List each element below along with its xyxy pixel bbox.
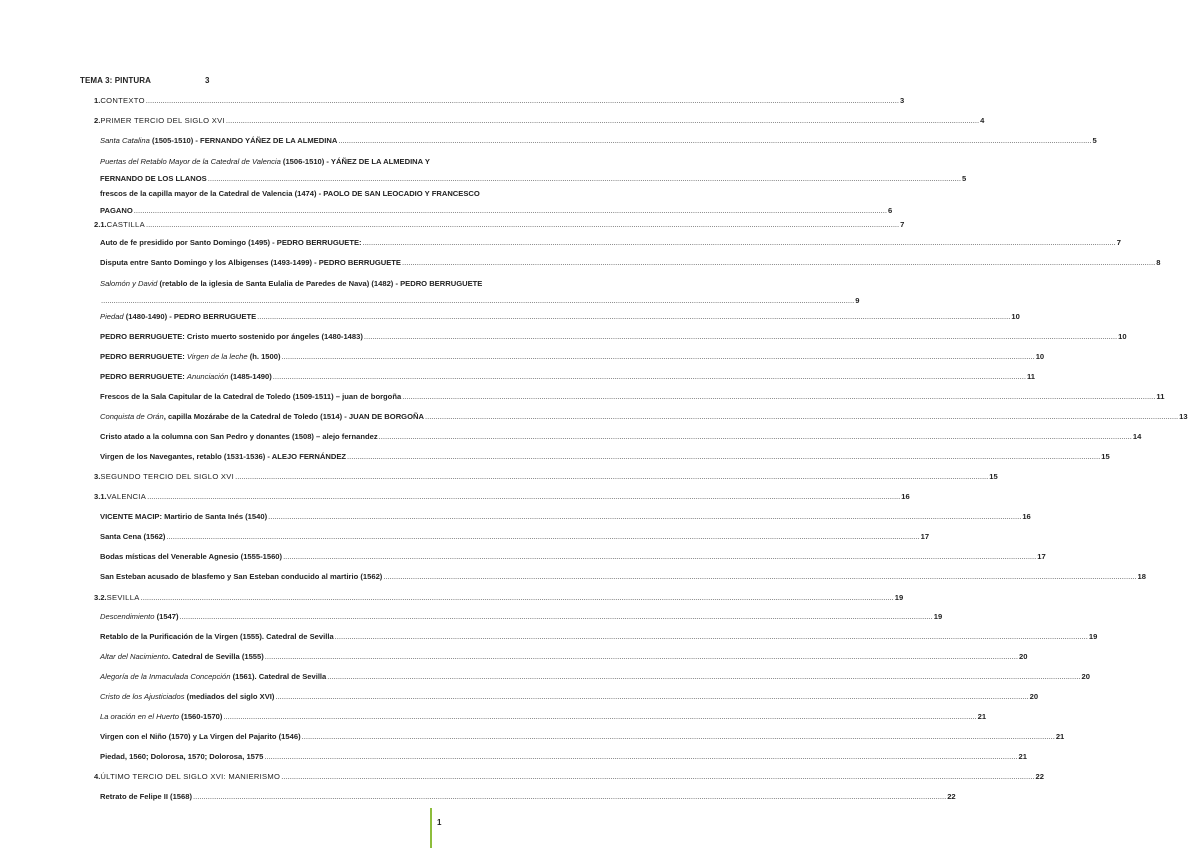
toc-label [100, 472, 234, 482]
toc-entry-text: Cristo atado a la columna con San Pedro y donantes (1508) – alejo fernandez [100, 432, 378, 441]
page-number: 22 [947, 792, 956, 801]
toc-label [100, 412, 424, 422]
page-number: 19 [1088, 632, 1098, 641]
page-number: 20 [1018, 652, 1028, 661]
toc-line[interactable] [94, 220, 905, 230]
toc-line[interactable] [100, 189, 520, 199]
toc-label [100, 279, 482, 289]
dot-leader [180, 612, 933, 622]
toc-line[interactable] [100, 692, 1039, 702]
toc-line[interactable] [100, 136, 1097, 146]
toc-entry-text: Virgen de la leche [186, 352, 248, 361]
page-number: 8 [1156, 258, 1161, 267]
toc-entry-text: CASTILLA [106, 220, 145, 229]
toc-entry-text: (1547) [154, 612, 179, 621]
dot-leader [402, 392, 1155, 402]
page-number: 13 [1179, 412, 1188, 421]
toc-label [100, 772, 280, 782]
dot-leader [147, 492, 900, 502]
dot-leader [223, 712, 976, 722]
page-number: 20 [1081, 672, 1090, 681]
page-number: 7 [1116, 238, 1122, 247]
toc-label [100, 612, 179, 622]
dot-leader [281, 772, 1034, 782]
toc-entry-text: Conquista de Orán [100, 412, 164, 421]
dot-leader [235, 472, 988, 482]
toc-entry-text: VALENCIA [106, 492, 147, 501]
toc-entry-text: Alegoría de la Inmaculada Concepción [100, 672, 231, 681]
toc-line[interactable] [100, 652, 1028, 662]
document-title: TEMA 3: PINTURA [80, 76, 151, 85]
toc-label [100, 432, 378, 442]
toc-label [100, 312, 256, 322]
toc-line[interactable] [94, 492, 910, 502]
page-number: 5 [961, 174, 967, 183]
toc-entry-text: (mediados del siglo XVI) [184, 692, 275, 701]
header-page-ref: 3 [205, 76, 210, 85]
toc-entry-text: Frescos de la Sala Capitular de la Catedral de Toledo (1509-1511) – juan de borgoña [100, 392, 402, 401]
toc-line[interactable] [100, 157, 520, 167]
toc-entry-text: Santa Catalina [100, 136, 150, 145]
toc-entry-text: CONTEXTO [100, 96, 145, 105]
toc-label [100, 692, 274, 702]
toc-label [100, 96, 144, 106]
toc-line[interactable] [100, 632, 1098, 642]
toc-entry-text: Virgen con el Niño (1570) y La Virgen del Pajarito (1546) [100, 732, 301, 741]
toc-entry-text: (1506-1510) - YÁÑEZ DE LA ALMEDINA Y [280, 157, 430, 166]
toc-entry-text: Descendimiento [100, 612, 155, 621]
toc-label [100, 672, 326, 682]
toc-line[interactable] [100, 312, 1020, 322]
toc-entry-text: SEGUNDO TERCIO DEL SIGLO XVI [100, 472, 235, 481]
dot-leader [383, 572, 1136, 582]
dot-leader [273, 372, 1026, 382]
toc-line[interactable] [100, 372, 1036, 382]
toc-entry-text: ÚLTIMO TERCIO DEL SIGLO XVI: MANIERISMO [100, 772, 281, 781]
toc-entry-text: SEVILLA [106, 593, 140, 602]
page-number: 21 [1055, 732, 1065, 741]
footer-page-number: 1 [437, 818, 442, 827]
toc-line[interactable] [100, 174, 967, 184]
toc-line[interactable] [94, 96, 905, 106]
page-number: 18 [1137, 572, 1146, 581]
toc-entry-text: Virgen de los Navegantes, retablo (1531-1536) - ALEJO FERNÁNDEZ [100, 452, 347, 461]
section-number: 2. [94, 116, 101, 125]
toc-entry-text: Altar del Nacimiento [100, 652, 168, 661]
dot-leader [347, 452, 1100, 462]
toc-label [100, 752, 263, 762]
toc-line[interactable] [100, 792, 956, 802]
toc-entry-text: . Catedral de Sevilla (1555) [167, 652, 264, 661]
toc-line[interactable] [100, 672, 1090, 682]
toc-label [100, 116, 225, 126]
dot-leader [166, 532, 919, 542]
dot-leader [264, 752, 1017, 762]
toc-label [107, 593, 140, 603]
toc-entry-text: PAGANO [100, 206, 133, 215]
toc-entry-text: (1505-1510) - FERNANDO YÁÑEZ DE LA ALMEDINA [149, 136, 338, 145]
toc-line[interactable] [100, 332, 1127, 342]
toc-label [100, 206, 133, 216]
toc-entry-text: (1561). Catedral de Sevilla [230, 672, 327, 681]
dot-leader [275, 692, 1028, 702]
page-number: 10 [1035, 352, 1045, 361]
toc-line[interactable] [100, 752, 1027, 762]
toc-entry-text: (retablo de la iglesia de Santa Eulalia de Paredes de Nava) (1482) - PEDRO BERRUGUETE [157, 279, 483, 288]
page-number: 11 [1026, 372, 1036, 381]
page-number: 19 [894, 593, 904, 602]
dot-leader [282, 352, 1035, 362]
toc-line[interactable] [100, 532, 930, 542]
toc-entry-text: (1485-1490) [228, 372, 272, 381]
toc-label [100, 532, 165, 542]
toc-entry-text: (h. 1500) [247, 352, 281, 361]
dot-leader [257, 312, 1010, 322]
page-number: 21 [1018, 752, 1027, 761]
toc-entry-text: Piedad, 1560; Dolorosa, 1570; Dolorosa, 1575 [100, 752, 264, 761]
toc-line[interactable] [100, 206, 893, 216]
footer-accent-bar [430, 808, 432, 848]
toc-entry-text: FERNANDO DE LOS LLANOS [100, 174, 207, 183]
toc-entry-text: Disputa entre Santo Domingo y los Albigenses (1493-1499) - PEDRO BERRUGUETE [100, 258, 401, 267]
toc-label [100, 792, 192, 802]
dot-leader [268, 512, 1021, 522]
toc-line[interactable] [100, 732, 1065, 742]
dot-leader [302, 732, 1055, 742]
toc-line[interactable] [100, 238, 1122, 248]
toc-line[interactable] [94, 772, 1044, 782]
page-number: 22 [1035, 772, 1044, 781]
toc-label [100, 512, 267, 522]
toc-entry-text: Salomón y David [100, 279, 158, 288]
toc-label [100, 392, 401, 402]
section-number: 3.1. [94, 492, 107, 501]
toc-line[interactable] [100, 512, 1031, 522]
dot-leader [283, 552, 1036, 562]
toc-label [100, 238, 362, 248]
page-number: 3 [900, 96, 905, 105]
page-number: 20 [1029, 692, 1039, 701]
toc-entry-text: Cristo de los Ajusticiados [100, 692, 185, 701]
page-number: 11 [1156, 392, 1165, 401]
dot-leader [425, 412, 1178, 422]
dot-leader [101, 296, 854, 306]
toc-line[interactable] [100, 712, 987, 722]
toc-entry-text: PEDRO BERRUGUETE: [100, 352, 187, 361]
dot-leader [226, 116, 979, 126]
toc-entry-text: Bodas místicas del Venerable Agnesio (1555-1560) [100, 552, 283, 561]
toc-line[interactable] [100, 452, 1110, 462]
dot-leader [335, 632, 1088, 642]
toc-line[interactable] [94, 593, 904, 603]
toc-entry-text: , capilla Mozárabe de la Catedral de Toledo (1514) - JUAN DE BORGOÑA [163, 412, 424, 421]
toc-line[interactable] [94, 116, 985, 126]
section-number: 2.1. [94, 220, 107, 229]
toc-entry-text: Santa Cena (1562) [100, 532, 166, 541]
dot-leader [193, 792, 946, 802]
toc-label [100, 652, 264, 662]
toc-entry-text: La oración en el Huerto [100, 712, 179, 721]
page-number: 17 [920, 532, 930, 541]
section-number: 3. [94, 472, 101, 481]
toc-line[interactable] [100, 296, 860, 306]
toc-line[interactable] [100, 258, 1161, 268]
toc-line[interactable] [100, 352, 1045, 362]
toc-label [100, 352, 281, 362]
dot-leader [146, 220, 899, 230]
page-number: 4 [980, 116, 985, 125]
toc-label [100, 136, 337, 146]
toc-entry-text: San Esteban acusado de blasfemo y San Esteban conducido al martirio (1562) [100, 572, 383, 581]
page-number: 15 [1101, 452, 1110, 461]
page-number: 16 [901, 492, 910, 501]
dot-leader [364, 332, 1117, 342]
toc-entry-text: frescos de la capilla mayor de la Catedral de Valencia (1474) - PAOLO DE SAN LEOCADIO Y FRANCESCO [100, 189, 480, 198]
dot-leader [402, 258, 1155, 268]
toc-entry-text: (1480-1490) - PEDRO BERRUGUETE [123, 312, 257, 321]
toc-line[interactable] [100, 612, 943, 622]
toc-entry-text: Piedad [100, 312, 124, 321]
toc-label [100, 157, 430, 167]
toc-line[interactable] [100, 412, 1188, 422]
dot-leader [338, 136, 1091, 146]
page-number: 10 [1118, 332, 1127, 341]
dot-leader [146, 96, 899, 106]
toc-label [100, 712, 222, 722]
page-number: 16 [1022, 512, 1031, 521]
page-number: 10 [1011, 312, 1020, 321]
page-number: 5 [1092, 136, 1097, 145]
toc-entry-text: Retrato de Felipe II (1568) [100, 792, 192, 801]
page-number: 14 [1132, 432, 1142, 441]
toc-entry-text: Anunciación [186, 372, 229, 381]
toc-entry-text: VICENTE MACIP: Martirio de Santa Inés (1540) [100, 512, 268, 521]
page-number: 7 [900, 220, 905, 229]
toc-entry-text: Auto de fe presidido por Santo Domingo (1495) - PEDRO BERRUGUETE: [100, 238, 362, 247]
dot-leader [379, 432, 1132, 442]
dot-leader [208, 174, 961, 184]
toc-label [100, 732, 301, 742]
section-number: 4. [94, 772, 101, 781]
dot-leader [327, 672, 1080, 682]
toc-entry-text: PRIMER TERCIO DEL SIGLO XVI [100, 116, 225, 125]
toc-label [100, 174, 207, 184]
toc-label [100, 258, 401, 268]
toc-label [107, 220, 145, 230]
toc-label [100, 372, 272, 382]
toc-label [100, 552, 282, 562]
section-number: 3.2. [94, 593, 107, 602]
toc-label [107, 492, 146, 502]
toc-label [100, 572, 382, 582]
page-number: 9 [855, 296, 860, 305]
toc-entry-text: Retablo de la Purificación de la Virgen (1555). Catedral de Sevilla [100, 632, 334, 641]
page-number: 21 [977, 712, 987, 721]
toc-entry-text: Puertas del Retablo Mayor de la Catedral de Valencia [100, 157, 281, 166]
page-header [80, 76, 210, 85]
toc-line[interactable] [100, 432, 1142, 442]
toc-line[interactable] [100, 572, 1146, 582]
toc-line[interactable] [100, 279, 520, 289]
toc-line[interactable] [100, 552, 1046, 562]
dot-leader [134, 206, 887, 216]
toc-label [100, 332, 363, 342]
toc-label [100, 452, 346, 462]
page-number: 6 [887, 206, 893, 215]
toc-entry-text: PEDRO BERRUGUETE: Cristo muerto sostenido por ángeles (1480-1483) [100, 332, 363, 341]
page-number: 19 [933, 612, 943, 621]
toc-entry-text: (1560-1570) [178, 712, 223, 721]
toc-entry-text: PEDRO BERRUGUETE: [100, 372, 187, 381]
section-number: 1. [94, 96, 101, 105]
toc-line[interactable] [94, 472, 998, 482]
dot-leader [363, 238, 1116, 248]
toc-label [100, 632, 334, 642]
page-number: 15 [989, 472, 998, 481]
page-number: 17 [1037, 552, 1046, 561]
dot-leader [265, 652, 1018, 662]
toc-line[interactable] [100, 392, 1165, 402]
dot-leader [141, 593, 894, 603]
toc-label [100, 189, 480, 199]
